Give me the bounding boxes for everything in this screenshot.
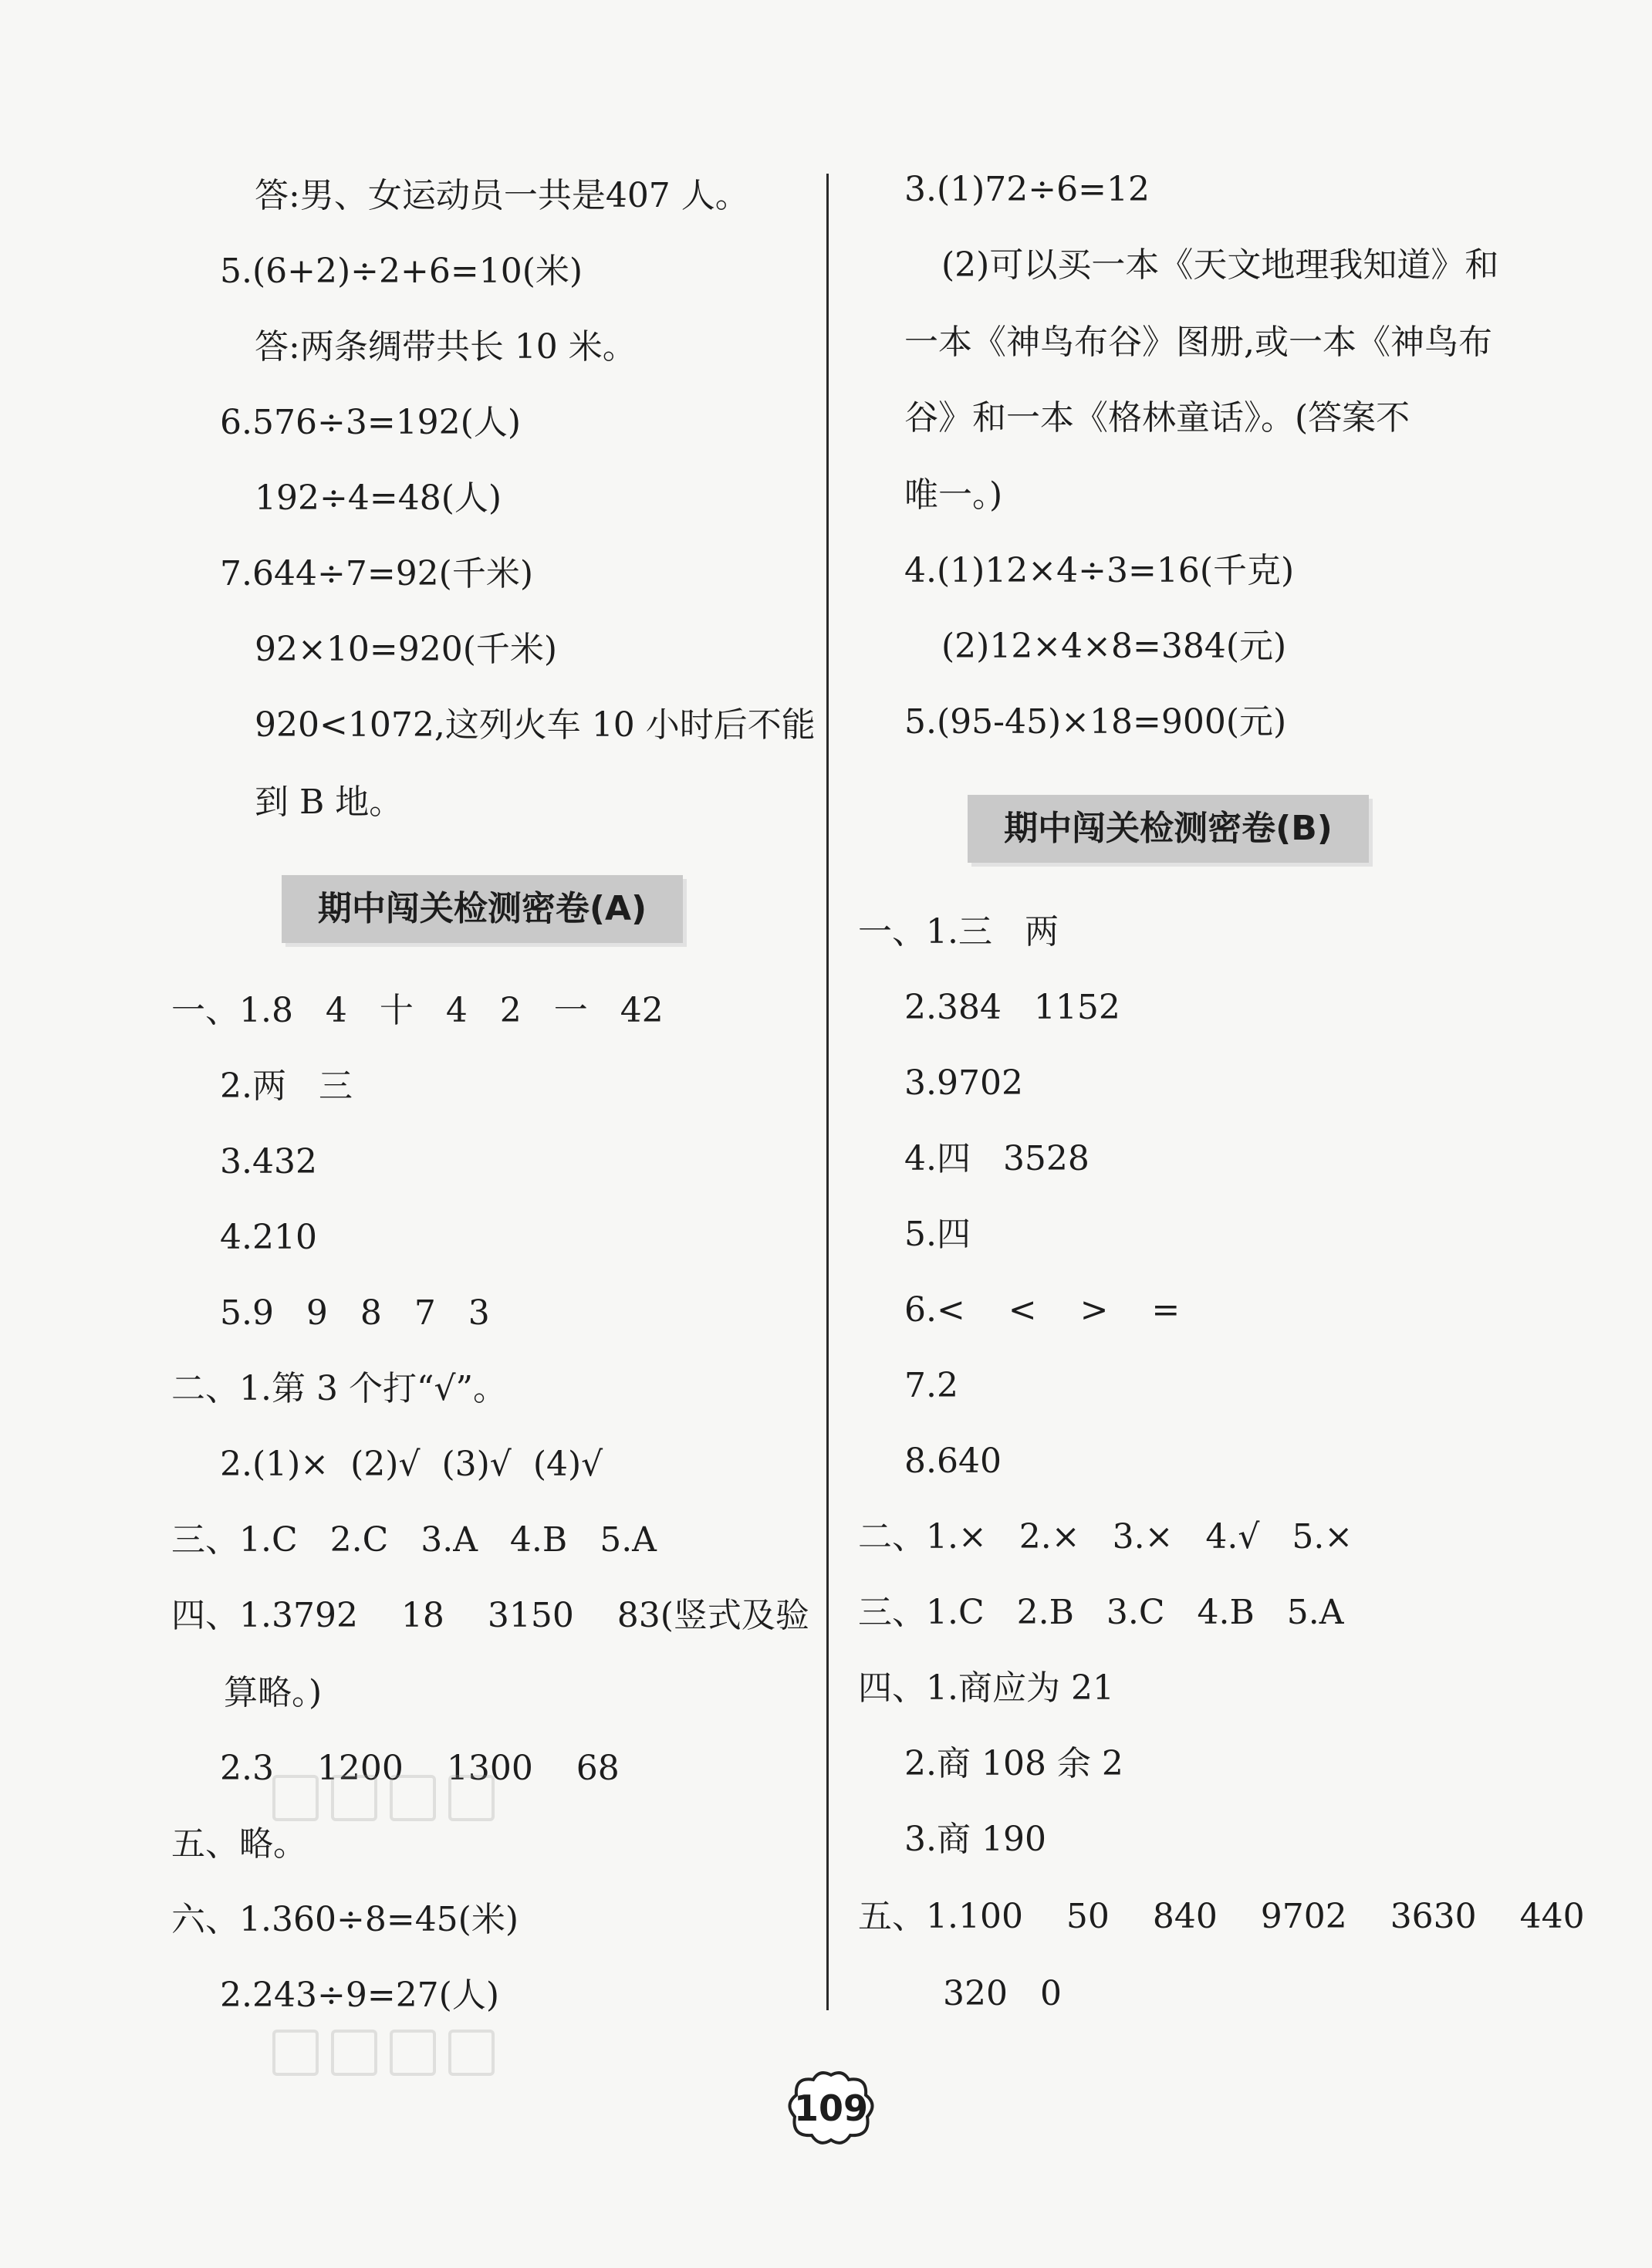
answer-line: 答:两条绸带共长 10 米。 xyxy=(255,327,637,367)
answer-line: 4.210 xyxy=(220,1218,317,1257)
answer-line: 五、略。 xyxy=(171,1824,307,1864)
section-title-a: 期中闯关检测密卷(A) xyxy=(282,875,683,943)
answer-line: 920<1072,这列火车 10 小时后不能 xyxy=(255,705,816,745)
answer-line: 四、1.商应为 21 xyxy=(858,1668,1114,1708)
answer-line: 五、1.100 50 840 9702 3630 440 xyxy=(858,1897,1585,1936)
answer-line: 8.640 xyxy=(904,1442,1002,1481)
section-title-b: 期中闯关检测密卷(B) xyxy=(968,795,1369,863)
watermark-stamp xyxy=(266,1767,513,1829)
answer-line: 三、1.C 2.C 3.A 4.B 5.A xyxy=(171,1520,657,1560)
column-divider xyxy=(826,174,829,2010)
answer-line: 4.(1)12×4÷3=16(千克) xyxy=(904,551,1295,590)
answer-line: (2)12×4×8=384(元) xyxy=(941,627,1287,666)
answer-line: 6.< < > = xyxy=(904,1290,1181,1330)
answer-line: 5.9 9 8 7 3 xyxy=(220,1293,490,1333)
answer-line: 192÷4=48(人) xyxy=(255,478,502,518)
answer-line: 5.四 xyxy=(904,1215,971,1254)
watermark-stamp xyxy=(266,2022,513,2084)
answer-line: 二、1.第 3 个打“√”。 xyxy=(171,1369,507,1408)
answer-line: 2.243÷9=27(人) xyxy=(220,1976,500,2015)
answer-line: 一、1.三 两 xyxy=(858,912,1059,951)
answer-line: 到 B 地。 xyxy=(255,782,404,822)
answer-line: 一本《神鸟布谷》图册,或一本《神鸟布 xyxy=(904,323,1492,362)
answer-line: 4.四 3528 xyxy=(904,1139,1090,1178)
answer-line: 2.商 108 余 2 xyxy=(904,1744,1123,1783)
answer-line: 唯一。) xyxy=(904,475,1003,515)
answer-line: 3.432 xyxy=(220,1142,317,1181)
answer-line: 六、1.360÷8=45(米) xyxy=(171,1900,519,1939)
page-number: 109 xyxy=(793,2087,869,2129)
answer-line: 一、1.8 4 十 4 2 一 42 xyxy=(171,991,664,1030)
answer-line: 3.商 190 xyxy=(904,1820,1046,1859)
answer-line: 二、1.× 2.× 3.× 4.√ 5.× xyxy=(858,1517,1353,1557)
answer-line: 92×10=920(千米) xyxy=(255,630,558,669)
page-number-badge xyxy=(781,2066,881,2151)
answer-line: 2.两 三 xyxy=(220,1066,353,1106)
answer-line: 6.576÷3=192(人) xyxy=(220,403,522,442)
answer-line: 3.(1)72÷6=12 xyxy=(904,170,1150,209)
answer-line: 2.(1)× (2)√ (3)√ (4)√ xyxy=(220,1445,603,1484)
answer-line: (2)可以买一本《天文地理我知道》和 xyxy=(941,245,1499,285)
answer-line: 320 0 xyxy=(943,1974,1062,2013)
answer-line: 2.3 1200 1300 68 xyxy=(220,1749,620,1788)
answer-line: 5.(95-45)×18=900(元) xyxy=(904,702,1287,742)
answer-line: 四、1.3792 18 3150 83(竖式及验 xyxy=(171,1596,809,1635)
answer-line: 谷》和一本《格林童话》。(答案不 xyxy=(904,398,1410,438)
answer-line: 三、1.C 2.B 3.C 4.B 5.A xyxy=(858,1593,1344,1632)
answer-line: 2.384 1152 xyxy=(904,988,1120,1027)
answer-line: 5.(6+2)÷2+6=10(米) xyxy=(220,252,583,291)
answer-line: 算略。) xyxy=(224,1673,323,1712)
answer-line: 7.2 xyxy=(904,1366,958,1405)
answer-line: 7.644÷7=92(千米) xyxy=(220,554,534,593)
answer-line: 答:男、女运动员一共是407 人。 xyxy=(255,176,749,215)
answer-line: 3.9702 xyxy=(904,1063,1023,1103)
